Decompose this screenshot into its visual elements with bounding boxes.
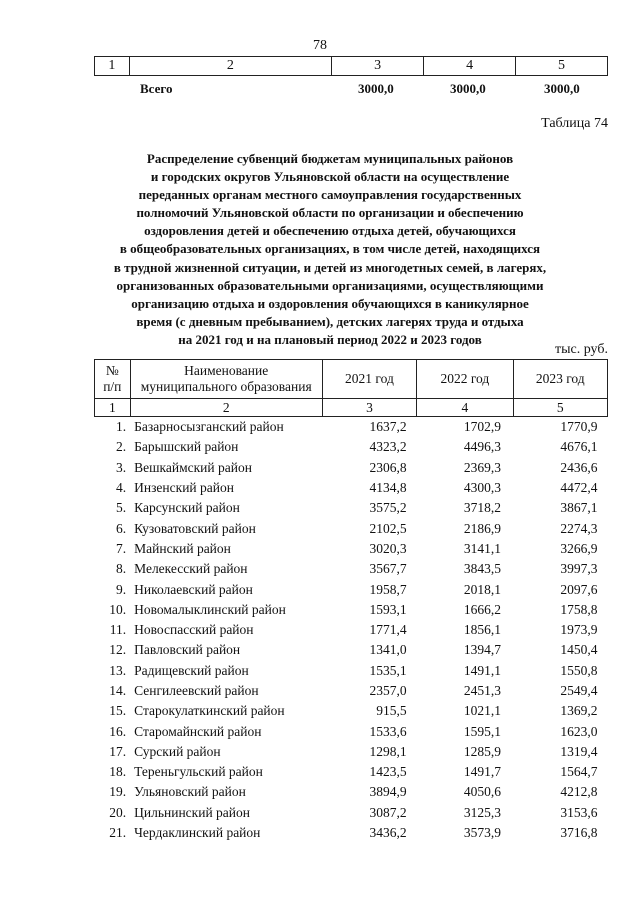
value-2023: 3867,1 bbox=[560, 500, 598, 516]
value-2021: 1637,2 bbox=[369, 419, 407, 435]
row-number: 11. bbox=[109, 622, 127, 638]
title-line: организованных образовательными организациями, осуществляющими bbox=[116, 277, 544, 293]
municipality-name: Павловский район bbox=[134, 642, 241, 658]
title-line: Распределение субвенций бюджетам муниципальных районов bbox=[146, 151, 514, 166]
municipality-name: Старокулаткинский район bbox=[134, 703, 285, 719]
municipality-name: Старомайнский район bbox=[134, 723, 262, 739]
table-row bbox=[95, 721, 608, 741]
column-number: 1 bbox=[95, 399, 131, 417]
value-2021: 4134,8 bbox=[369, 480, 407, 496]
municipality-name: Радищевский район bbox=[134, 662, 249, 678]
value-2022: 2186,9 bbox=[463, 520, 502, 536]
row-number: 10. bbox=[109, 601, 127, 617]
value-2023: 1319,4 bbox=[560, 743, 598, 759]
value-2021: 3567,7 bbox=[369, 561, 407, 577]
row-number: 13. bbox=[109, 662, 127, 678]
units-label: тыс. руб. bbox=[555, 342, 608, 357]
col-number-cell: 4 bbox=[424, 57, 516, 76]
header-2023: 2023 год bbox=[513, 360, 607, 399]
value-2021: 1423,5 bbox=[369, 764, 407, 780]
table-row bbox=[95, 681, 608, 701]
value-2022: 1491,7 bbox=[463, 764, 502, 780]
total-2022: 3000,0 bbox=[450, 81, 486, 96]
value-2022: 4300,3 bbox=[463, 480, 502, 496]
value-2022: 1666,2 bbox=[463, 601, 502, 617]
value-2022: 3718,2 bbox=[463, 500, 502, 516]
municipality-name: Мелекесский район bbox=[134, 561, 248, 577]
title-line: на 2021 год и на плановый период 2022 и 2023 годов bbox=[178, 331, 482, 347]
table-row bbox=[95, 782, 608, 802]
col-number-cell: 5 bbox=[516, 57, 608, 76]
subsidy-table bbox=[94, 359, 608, 843]
title-line: и городских округов Ульяновской области на осуществление bbox=[150, 169, 510, 185]
value-2021: 1958,7 bbox=[369, 581, 407, 597]
value-2021: 1593,1 bbox=[369, 601, 407, 617]
value-2023: 1564,7 bbox=[560, 764, 598, 780]
value-2022: 1856,1 bbox=[463, 622, 502, 638]
table-row bbox=[95, 498, 608, 518]
value-2021: 2306,8 bbox=[369, 459, 407, 475]
row-number: 17. bbox=[109, 743, 127, 759]
value-2023: 1770,9 bbox=[560, 419, 598, 435]
table-row bbox=[95, 579, 608, 599]
table-row bbox=[95, 620, 608, 640]
value-2023: 3997,3 bbox=[560, 561, 598, 577]
title-line: в общеобразовательных организациях, в том числе детей, находящихся bbox=[119, 241, 541, 257]
table-row bbox=[95, 823, 608, 843]
table-row bbox=[95, 539, 608, 559]
table-label: Таблица 74 bbox=[541, 116, 608, 131]
value-2021: 2357,0 bbox=[369, 683, 407, 698]
total-2023: 3000,0 bbox=[544, 81, 580, 96]
municipality-name: Чердаклинский район bbox=[134, 825, 261, 841]
value-2023: 3716,8 bbox=[560, 825, 598, 841]
value-2021: 4323,2 bbox=[369, 439, 407, 455]
header-2021: 2021 год bbox=[322, 360, 416, 399]
municipality-name: Карсунский район bbox=[134, 500, 240, 516]
value-2023: 1450,4 bbox=[560, 642, 598, 658]
value-2021: 1341,0 bbox=[369, 642, 407, 658]
row-number: 2. bbox=[116, 439, 127, 455]
value-2021: 1535,1 bbox=[369, 662, 407, 678]
value-2023: 2436,6 bbox=[560, 459, 598, 475]
title-line: переданных органам местного самоуправления государственных bbox=[138, 187, 522, 203]
value-2022: 3141,1 bbox=[463, 540, 502, 556]
header-number: № п/п bbox=[95, 360, 131, 399]
value-2021: 3436,2 bbox=[369, 825, 407, 841]
column-number: 4 bbox=[417, 399, 513, 417]
value-2023: 2274,3 bbox=[560, 520, 598, 536]
table-row bbox=[95, 437, 608, 457]
title-line: в трудной жизненной ситуации, и детей из многодетных семей, в лагерях, bbox=[113, 259, 547, 275]
table-row bbox=[95, 661, 608, 681]
value-2023: 4676,1 bbox=[560, 439, 598, 455]
value-2023: 3266,9 bbox=[560, 540, 598, 556]
value-2023: 1623,0 bbox=[560, 723, 598, 739]
value-2021: 3575,2 bbox=[369, 500, 407, 516]
municipality-name: Николаевский район bbox=[134, 581, 253, 597]
table-row bbox=[95, 742, 608, 762]
value-2023: 1550,8 bbox=[560, 662, 598, 678]
municipality-name: Новомалыклинский район bbox=[134, 601, 286, 617]
table-title bbox=[80, 150, 580, 349]
column-number: 5 bbox=[513, 399, 607, 417]
value-2023: 1758,8 bbox=[560, 601, 598, 617]
value-2022: 1595,1 bbox=[463, 723, 502, 739]
row-number: 15. bbox=[109, 703, 127, 719]
total-label: Всего bbox=[140, 81, 173, 96]
row-number: 20. bbox=[109, 804, 127, 820]
value-2021: 1533,6 bbox=[369, 723, 407, 739]
table-row bbox=[95, 600, 608, 620]
value-2022: 1021,1 bbox=[463, 703, 502, 719]
value-2022: 4496,3 bbox=[463, 439, 502, 455]
table-row bbox=[95, 518, 608, 538]
table-row bbox=[95, 640, 608, 660]
table-row bbox=[95, 803, 608, 823]
row-number: 5. bbox=[116, 500, 127, 516]
value-2023: 1973,9 bbox=[560, 622, 598, 638]
municipality-name: Тереньгульский район bbox=[134, 764, 263, 780]
table-row bbox=[95, 559, 608, 579]
municipality-name: Майнский район bbox=[134, 540, 231, 556]
value-2023: 3153,6 bbox=[560, 804, 598, 820]
value-2022: 3125,3 bbox=[463, 804, 502, 820]
row-number: 21. bbox=[109, 825, 127, 841]
title-line: время (с дневным пребыванием), детских лагерях труда и отдыха bbox=[136, 313, 524, 329]
value-2021: 915,5 bbox=[376, 703, 407, 719]
row-number: 16. bbox=[109, 723, 127, 739]
value-2022: 2451,3 bbox=[463, 683, 502, 698]
table-body bbox=[95, 417, 608, 844]
municipality-name: Кузоватовский район bbox=[134, 520, 256, 536]
value-2021: 3087,2 bbox=[369, 804, 407, 820]
municipality-name: Вешкаймский район bbox=[134, 459, 252, 475]
previous-table-header bbox=[94, 56, 608, 76]
value-2021: 1771,4 bbox=[369, 622, 407, 638]
column-number: 2 bbox=[130, 399, 322, 417]
row-number: 6. bbox=[116, 520, 127, 536]
value-2021: 2102,5 bbox=[369, 520, 407, 536]
value-2023: 4472,4 bbox=[560, 480, 598, 496]
municipality-name: Инзенский район bbox=[134, 480, 234, 496]
row-number: 1. bbox=[116, 419, 127, 435]
total-2021: 3000,0 bbox=[358, 81, 394, 96]
row-number: 19. bbox=[109, 784, 127, 800]
col-number-cell: 2 bbox=[129, 57, 332, 76]
value-2021: 3894,9 bbox=[369, 784, 407, 800]
title-line: оздоровления детей и обеспечению отдыха детей, обучающихся bbox=[144, 223, 516, 239]
table-row bbox=[95, 478, 608, 498]
page-number: 78 bbox=[313, 38, 327, 53]
row-number: 14. bbox=[109, 683, 127, 698]
row-number: 12. bbox=[109, 642, 127, 658]
value-2022: 1491,1 bbox=[463, 662, 502, 678]
value-2023: 4212,8 bbox=[560, 784, 598, 800]
value-2022: 2018,1 bbox=[463, 581, 502, 597]
row-number: 4. bbox=[116, 480, 127, 496]
municipality-name: Цильнинский район bbox=[134, 804, 250, 820]
municipality-name: Сурский район bbox=[134, 743, 221, 759]
municipality-name: Барышский район bbox=[134, 439, 239, 455]
value-2021: 1298,1 bbox=[369, 743, 407, 759]
row-number: 9. bbox=[116, 581, 127, 597]
value-2021: 3020,3 bbox=[369, 540, 407, 556]
municipality-name: Базарносызганский район bbox=[134, 419, 284, 435]
value-2022: 1394,7 bbox=[463, 642, 502, 658]
municipality-name: Ульяновский район bbox=[134, 784, 246, 800]
title-line: полномочий Ульяновской области по организации и обеспечению bbox=[136, 205, 524, 221]
row-number: 8. bbox=[116, 561, 127, 577]
value-2023: 1369,2 bbox=[560, 703, 598, 719]
col-number-cell: 1 bbox=[95, 57, 130, 76]
value-2022: 4050,6 bbox=[463, 784, 502, 800]
value-2023: 2097,6 bbox=[560, 581, 598, 597]
col-number-cell: 3 bbox=[332, 57, 424, 76]
title-line: организацию отдыха и оздоровления обучающихся в каникулярное bbox=[131, 295, 529, 311]
row-number: 7. bbox=[116, 540, 127, 556]
municipality-name: Новоспасский район bbox=[134, 622, 254, 638]
value-2022: 1702,9 bbox=[463, 419, 502, 435]
table-row bbox=[95, 417, 608, 438]
table-row bbox=[95, 762, 608, 782]
value-2022: 1285,9 bbox=[463, 743, 502, 759]
municipality-name: Сенгилеевский район bbox=[134, 683, 259, 698]
value-2022: 3843,5 bbox=[463, 561, 502, 577]
value-2022: 3573,9 bbox=[463, 825, 502, 841]
value-2023: 2549,4 bbox=[560, 683, 598, 698]
header-2022: 2022 год bbox=[417, 360, 513, 399]
table-row bbox=[95, 701, 608, 721]
header-municipality: Наименование муниципального образования bbox=[130, 360, 322, 399]
row-number: 18. bbox=[109, 764, 127, 780]
table-row bbox=[95, 458, 608, 478]
value-2022: 2369,3 bbox=[463, 459, 502, 475]
row-number: 3. bbox=[116, 459, 127, 475]
column-number: 3 bbox=[322, 399, 416, 417]
